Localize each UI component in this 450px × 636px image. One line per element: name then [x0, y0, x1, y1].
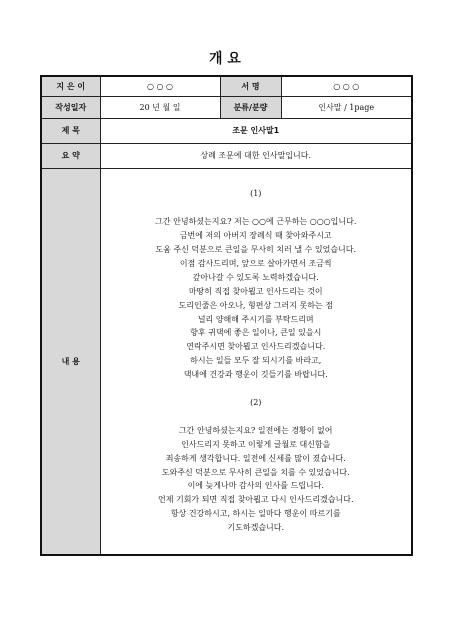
- signature-label: 서 명: [220, 76, 281, 96]
- section1-line: 그간 안녕하셨는지요? 저는 ○○에 근무하는 ○○○입니다.: [155, 217, 357, 227]
- summary-label: 요 약: [41, 143, 100, 168]
- signature-value: ○ ○ ○: [281, 76, 412, 96]
- section2-marker: (2): [250, 398, 262, 407]
- section2-line: 도와주신 덕분으로 무사히 큰일을 치를 수 있었습니다.: [161, 467, 350, 477]
- section2-line: 기도하겠습니다.: [227, 523, 285, 533]
- section1-line: 연락주시면 찾아뵙고 인사드리겠습니다.: [186, 342, 326, 352]
- subject-value: 조문 인사말1: [100, 118, 412, 143]
- section1-line: 하시는 일들 모두 잘 되시기를 바라고,: [190, 356, 322, 366]
- section1-line: 금번에 저의 아버지 장례식 때 찾아와주시고: [179, 231, 332, 241]
- section2-line: 항상 건강하시고, 하시는 일마다 행운이 따르기를: [170, 509, 341, 519]
- category-value: 인사말 / 1page: [281, 96, 412, 118]
- section1-line: 댁내에 건강과 행운이 깃들기를 바랍니다.: [183, 370, 328, 380]
- section1-line: 이점 감사드리며, 앞으로 살아가면서 조금씩: [179, 258, 332, 268]
- section2-line: 언제 기회가 되면 직접 찾아뵙고 다시 인사드리겠습니다.: [157, 495, 354, 505]
- document-title: 개 요: [209, 51, 241, 67]
- category-label: 분류/분량: [220, 96, 281, 118]
- section1-line: 도움 주신 덕분으로 큰일을 무사히 치러 낼 수 있었습니다.: [155, 245, 357, 255]
- section1-line: 도리인줄은 아오나, 형편상 그러지 못하는 점: [178, 300, 333, 310]
- subject-label: 제 목: [41, 118, 100, 143]
- section1-line: 향후 귀댁에 좋은 일이나, 큰일 있을시: [190, 328, 322, 338]
- section1-line: 갚아나갈 수 있도록 노력하겠습니다.: [192, 272, 319, 282]
- section2-line: 죄송하게 생각합니다. 일전에 신세를 많이 졌습니다.: [165, 453, 346, 463]
- section1-line: 마땅히 직접 찾아뵙고 인사드리는 것이: [188, 286, 323, 296]
- section1-line: 널리 양해해 주시기를 부탁드리며: [197, 314, 314, 324]
- section2-line: 인사드리지 못하고 이렇게 글월로 대신함을: [181, 439, 331, 449]
- date-value: 20 년 월 일: [100, 96, 220, 118]
- date-label: 작성일자: [41, 96, 100, 118]
- content-label: 내 용: [41, 168, 100, 555]
- content-body: [100, 168, 412, 555]
- author-label: 지 은 이: [41, 76, 100, 96]
- summary-form-table: [40, 75, 413, 556]
- section2-line: 그간 안녕하셨는지요? 일전에는 경황이 없어: [178, 425, 333, 435]
- author-value: ○ ○ ○: [100, 76, 220, 96]
- section2-line: 이에 늦게나마 감사의 인사를 드립니다.: [187, 481, 324, 491]
- summary-value: 상례 조문에 대한 인사말입니다.: [100, 143, 412, 168]
- section1-marker: (1): [250, 189, 262, 199]
